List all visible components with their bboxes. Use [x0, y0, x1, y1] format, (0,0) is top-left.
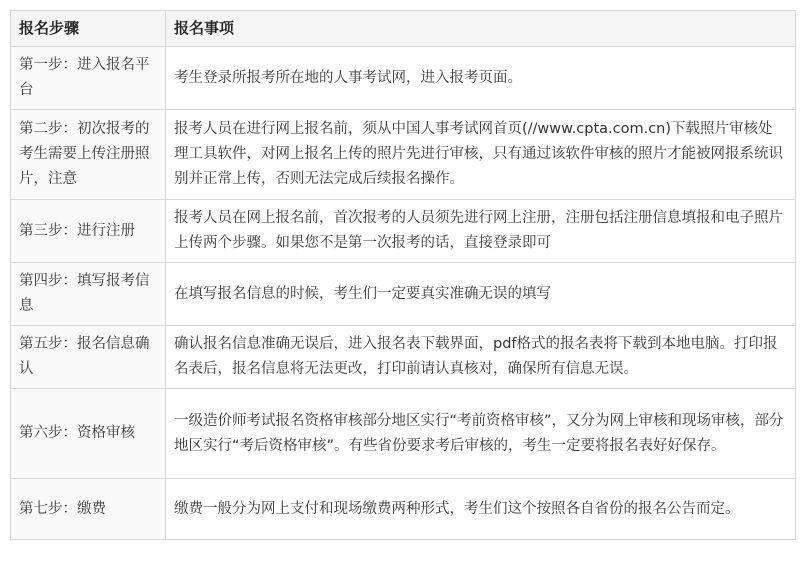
table-row: [11, 47, 796, 110]
registration-steps-table: [10, 10, 796, 540]
step-cell: 第四步：填写报考信息: [11, 263, 166, 326]
step-cell: 第七步：缴费: [11, 479, 166, 540]
header-item: 报名事项: [166, 11, 796, 47]
step-cell: 第一步：进入报名平台: [11, 47, 166, 110]
step-cell: 第三步：进行注册: [11, 200, 166, 263]
description-cell: 一级造价师考试报名资格审核部分地区实行“考前资格审核”，又分为网上审核和现场审核，部分地区实行“考后资格审核”。有些省份要求考后审核的，考生一定要将报名表好好保存。: [166, 389, 796, 479]
description-cell: 考生登录所报考所在地的人事考试网，进入报考页面。: [166, 47, 796, 110]
registration-steps-container: [10, 10, 795, 540]
description-cell: 报考人员在网上报名前，首次报考的人员须先进行网上注册，注册包括注册信息填报和电子照片上传两个步骤。如果您不是第一次报考的话，直接登录即可: [166, 200, 796, 263]
description-cell: 报考人员在进行网上报名前，须从中国人事考试网首页(//www.cpta.com.cn)下载照片审核处理工具软件，对网上报名上传的照片先进行审核，只有通过该软件审核的照片才能被网报系统识别并正常上传，否则无法完成后续报名操作。: [166, 110, 796, 200]
description-cell: 在填写报名信息的时候，考生们一定要真实准确无误的填写: [166, 263, 796, 326]
table-row: [11, 110, 796, 200]
header-step: 报名步骤: [11, 11, 166, 47]
description-cell: 缴费一般分为网上支付和现场缴费两种形式，考生们这个按照各自省份的报名公告而定。: [166, 479, 796, 540]
table-row: [11, 479, 796, 540]
step-cell: 第二步：初次报考的考生需要上传注册照片，注意: [11, 110, 166, 200]
table-row: [11, 200, 796, 263]
step-cell: 第六步：资格审核: [11, 389, 166, 479]
table-row: [11, 263, 796, 326]
step-cell: 第五步：报名信息确认: [11, 326, 166, 389]
description-cell: 确认报名信息准确无误后，进入报名表下载界面，pdf格式的报名表将下载到本地电脑。打印报名表后，报名信息将无法更改，打印前请认真核对，确保所有信息无误。: [166, 326, 796, 389]
table-row: [11, 389, 796, 479]
table-row: [11, 326, 796, 389]
table-header-row: [11, 11, 796, 47]
